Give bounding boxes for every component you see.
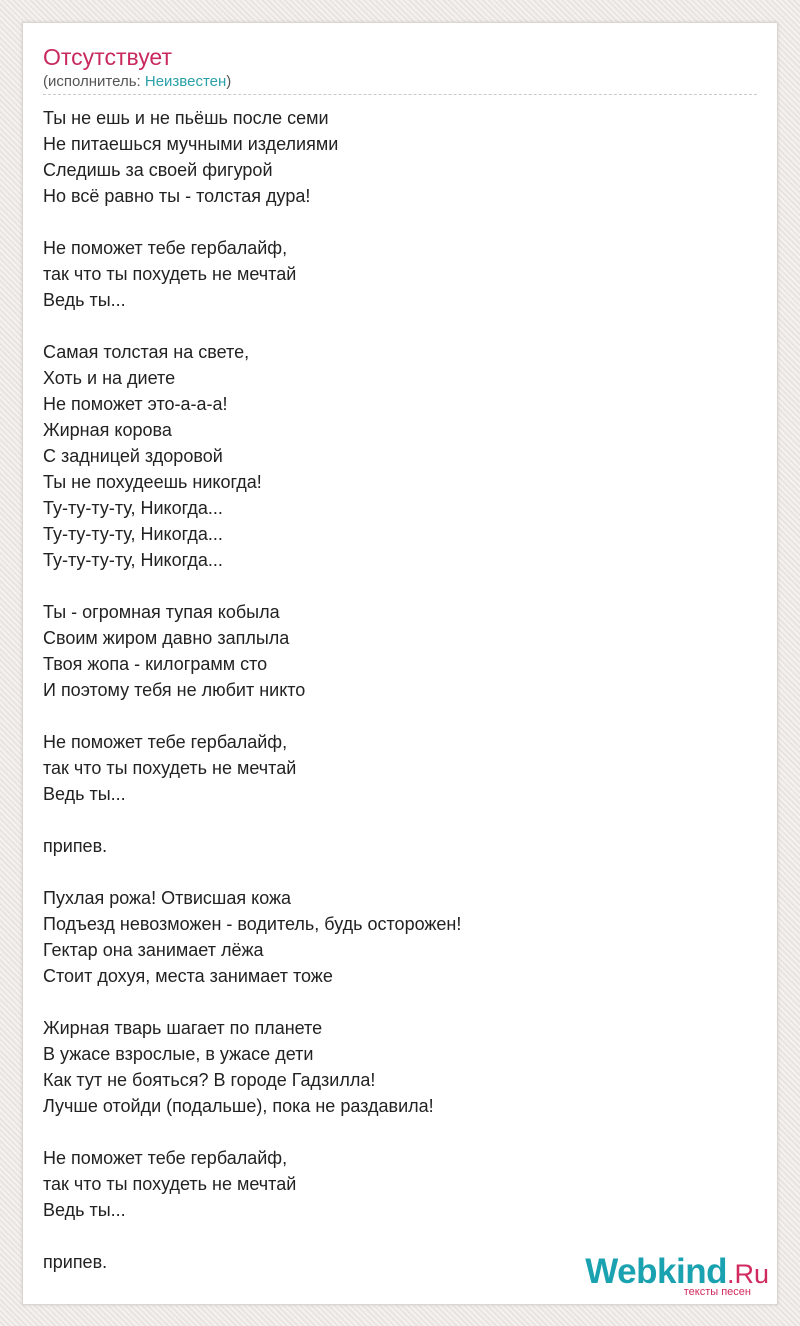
lyrics-line: Как тут не бояться? В городе Гадзилла!: [43, 1070, 376, 1090]
lyrics-line: И поэтому тебя не любит никто: [43, 680, 306, 700]
lyrics-line: так что ты похудеть не мечтай: [43, 264, 297, 284]
lyrics-line: Подъезд невозможен - водитель, будь осторожен!: [43, 914, 462, 934]
lyrics-line: Самая толстая на свете,: [43, 342, 250, 362]
lyrics-blank-line: [43, 1223, 743, 1249]
lyrics-line: Ведь ты...: [43, 290, 126, 310]
artist-prefix: (исполнитель:: [43, 73, 145, 90]
lyrics-line: Ты не похудеешь никогда!: [43, 472, 262, 492]
lyrics-line: так что ты похудеть не мечтай: [43, 1174, 297, 1194]
lyrics-blank-line: [43, 989, 743, 1015]
lyrics-line: так что ты похудеть не мечтай: [43, 758, 297, 778]
lyrics-blank-line: [43, 807, 743, 833]
lyrics-line: С задницей здоровой: [43, 446, 223, 466]
lyrics-line: Не питаешься мучными изделиями: [43, 134, 339, 154]
lyrics-line: Хоть и на диете: [43, 368, 176, 388]
lyrics-line: Не поможет тебе гербалайф,: [43, 238, 288, 258]
logo-brand: Webkind: [585, 1252, 727, 1291]
lyrics-line: припев.: [43, 1252, 108, 1272]
webkind-logo[interactable]: [585, 1254, 769, 1298]
lyrics-line: Гектар она занимает лёжа: [43, 940, 264, 960]
lyrics-line: Твоя жопа - килограмм сто: [43, 654, 268, 674]
logo-tld: .Ru: [726, 1259, 769, 1289]
logo-tagline: тексты песен: [683, 1286, 751, 1298]
lyrics-line: Следишь за своей фигурой: [43, 160, 273, 180]
lyrics-line: Своим жиром давно заплыла: [43, 628, 290, 648]
song-title: Отсутствует: [43, 44, 172, 70]
lyrics-line: Лучше отойди (подальше), пока не раздавила!: [43, 1096, 434, 1116]
lyrics-blank-line: [43, 313, 743, 339]
lyrics-line: Ту-ту-ту-ту, Никогда...: [43, 498, 223, 518]
lyrics-line: Ведь ты...: [43, 784, 126, 804]
lyrics-line: Ты - огромная тупая кобыла: [43, 602, 280, 622]
lyrics-blank-line: [43, 703, 743, 729]
lyrics-blank-line: [43, 859, 743, 885]
lyrics-line: Ту-ту-ту-ту, Никогда...: [43, 524, 223, 544]
lyrics-line: Пухлая рожа! Отвисшая кожа: [43, 888, 292, 908]
lyrics-text: [43, 105, 743, 1275]
lyrics-line: Не поможет тебе гербалайф,: [43, 732, 288, 752]
lyrics-line: Ту-ту-ту-ту, Никогда...: [43, 550, 223, 570]
lyrics-line: Жирная корова: [43, 420, 172, 440]
lyrics-blank-line: [43, 1119, 743, 1145]
lyrics-blank-line: [43, 573, 743, 599]
lyrics-line: Не поможет тебе гербалайф,: [43, 1148, 288, 1168]
artist-suffix: ): [226, 73, 232, 90]
lyrics-line: В ужасе взрослые, в ужасе дети: [43, 1044, 314, 1064]
lyrics-line: Не поможет это-а-а-а!: [43, 394, 228, 414]
lyrics-blank-line: [43, 209, 743, 235]
dashed-divider: [43, 94, 757, 95]
artist-link[interactable]: Неизвестен: [144, 73, 227, 90]
artist-line: [43, 73, 231, 91]
lyrics-line: Ты не ешь и не пьёшь после семи: [43, 108, 329, 128]
lyrics-card: [22, 22, 778, 1305]
lyrics-line: Ведь ты...: [43, 1200, 126, 1220]
lyrics-line: Жирная тварь шагает по планете: [43, 1018, 323, 1038]
lyrics-line: Стоит дохуя, места занимает тоже: [43, 966, 333, 986]
lyrics-line: Но всё равно ты - толстая дура!: [43, 186, 311, 206]
lyrics-line: припев.: [43, 836, 108, 856]
